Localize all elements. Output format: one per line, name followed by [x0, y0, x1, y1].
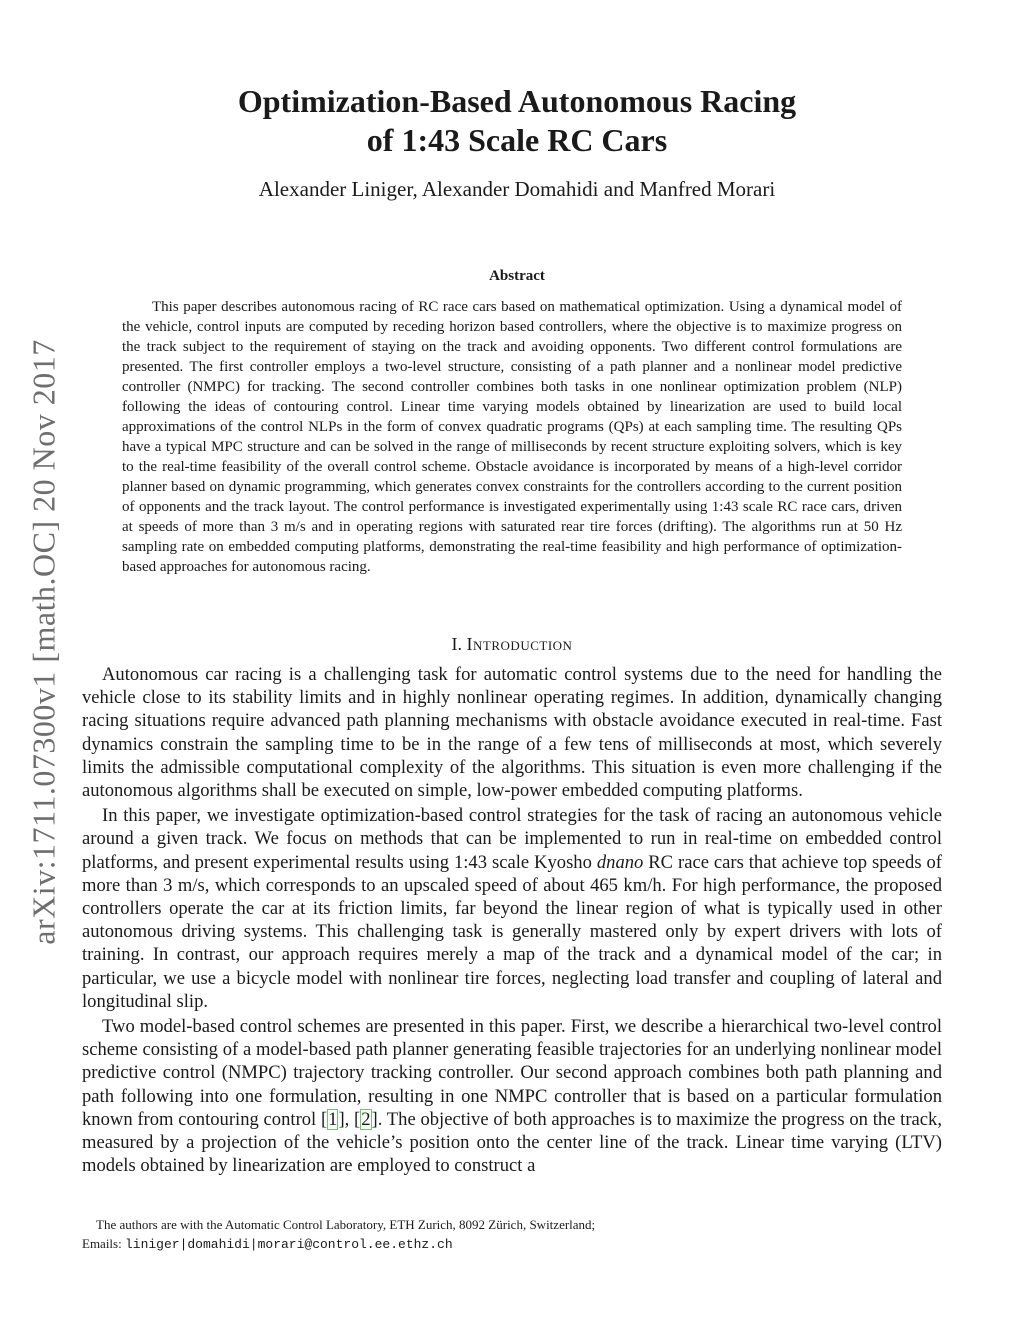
- title-line-1: Optimization-Based Autonomous Racing: [237, 83, 797, 119]
- citation-link-1[interactable]: 1: [328, 1108, 338, 1130]
- footnote-emails: [82, 1234, 942, 1254]
- citation-link-2[interactable]: 2: [361, 1108, 371, 1130]
- product-name-dnano: dnano: [596, 851, 644, 873]
- footnote-affiliation: The authors are with the Automatic Control Laboratory, ETH Zurich, 8092 Zürich, Switzerland;: [96, 1217, 596, 1232]
- paragraph-1: Autonomous car racing is a challenging task for automatic control systems due to the need for handling the vehicle close to its stability limits and in highly nonlinear operating regimes. In addition, dynamically changing racing situations require advanced path planning mechanisms with obstacle avoidance executed in real-time. Fast dynamics constrain the sampling time to be in the range of a few tens of milliseconds at most, which severely limits the admissible computational complexity of the algorithms. This situation is even more challenging if the autonomous algorithms shall be executed on simple, low-power embedded computing platforms.: [82, 664, 942, 802]
- paragraph-3-part-b: ]. The objective of both approaches is to maximize the progress on the track, measured by a projection of the vehicle’s position onto the center line of the track. Linear time varying (LTV) models obtained by linearization are employed to construct a: [82, 1108, 942, 1177]
- paragraph-2-part-a: In this paper, we investigate optimization-based control strategies for the task of racing an autonomous vehicle around a given track. We focus on methods that can be implemented to run in real-time on embedded control platforms, and present experimental results using 1:43 scale Kyosho: [82, 805, 942, 873]
- paper-title: [100, 82, 934, 160]
- email-addresses: liniger|domahidi|morari@control.ee.ethz.ch: [124, 1237, 453, 1252]
- paragraph-3: [82, 1015, 942, 1177]
- footnote: [82, 1215, 942, 1254]
- section-number: I.: [451, 634, 463, 654]
- arxiv-sidebar: [26, 322, 62, 962]
- paragraph-2: [82, 804, 942, 1013]
- section-title: Introduction: [466, 634, 573, 654]
- paragraph-2-part-b: RC race cars that achieve top speeds of more than 3 m/s, which corresponds to an upscaled speed of about 465 km/h. For high performance, the proposed controllers operate the car at its friction limits, far beyond the linear region of what is typically used in other autonomous driving systems. This challenging task is generally mastered only by expert drivers with lots of training. In contrast, our approach requires merely a map of the track and a dynamical model of the car; in particular, we use a bicycle model with nonlinear tire forces, neglecting load transfer and coupling of lateral and longitudinal slip.: [82, 851, 942, 1012]
- citation-separator: ], [: [338, 1108, 361, 1130]
- title-line-2: of 1:43 Scale RC Cars: [366, 122, 668, 158]
- section-heading-introduction: [82, 634, 942, 655]
- abstract-text: This paper describes autonomous racing of RC race cars based on mathematical optimization. Using a dynamical model of the vehicle, control inputs are computed by receding horizon based controllers, where the objective is to maximize progress on the track subject to the requirement of staying on the track and avoiding opponents. Two different control formulations are presented. The first controller employs a two-level structure, consisting of a path planner and a nonlinear model predictive controller (NMPC) for tracking. The second controller combines both tasks in one nonlinear optimization problem (NLP) following the ideas of contouring control. Linear time varying models obtained by linearization are used to build local approximations of the control NLPs in the form of convex quadratic programs (QPs) at each sampling time. The resulting QPs have a typical MPC structure and can be solved in the range of milliseconds by recent structure exploiting solvers, which is key to the real-time feasibility of the overall control scheme. Obstacle avoidance is incorporated by means of a high-level corridor planner based on dynamic programming, which generates convex constraints for the controllers according to the current position of opponents and the track layout. The control performance is investigated experimentally using 1:43 scale RC race cars, driven at speeds of more than 3 m/s and in operating regions with saturated rear tire forces (drifting). The algorithms run at 50 Hz sampling rate on embedded computing platforms, demonstrating the real-time feasibility and high performance of optimization-based approaches for autonomous racing.: [122, 299, 902, 575]
- body-text: [82, 663, 942, 1179]
- arxiv-identifier: arXiv:1711.07300v1 [math.OC] 20 Nov 2017: [25, 339, 62, 945]
- emails-label: Emails:: [82, 1236, 125, 1251]
- author-list: Alexander Liniger, Alexander Domahidi and Manfred Morari: [258, 177, 776, 201]
- paragraph-3-part-a: Two model-based control schemes are presented in this paper. First, we describe a hierarchical two-level control scheme consisting of a model-based path planner generating feasible trajectories for an underlying nonlinear model predictive control (NMPC) trajectory tracking controller. Our second approach combines both path planning and path following into one formulation, resulting in one NMPC controller that is based on a particular formulation known from contouring control [: [82, 1016, 942, 1130]
- abstract-heading: Abstract: [489, 268, 545, 284]
